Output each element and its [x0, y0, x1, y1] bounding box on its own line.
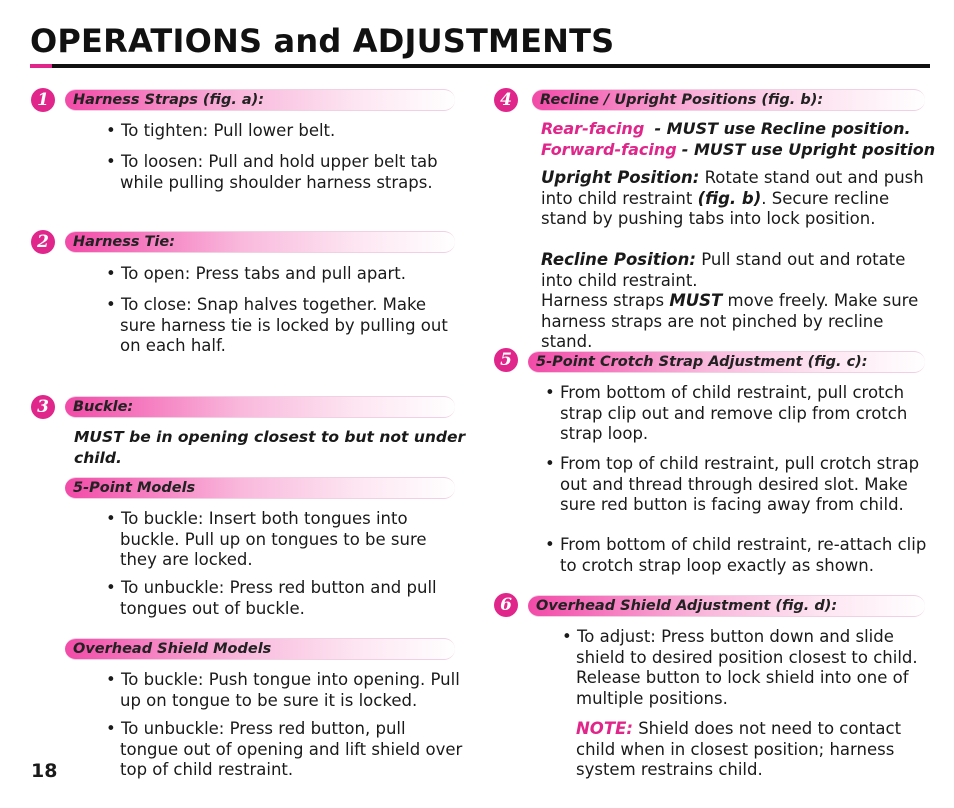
- section-header-harness-straps: [65, 89, 455, 111]
- subsection-heading: Overhead Shield Models: [73, 641, 272, 657]
- step-badge-1: 1: [31, 88, 55, 112]
- list-item: • To loosen: Pull and hold upper belt tab while pulling shoulder harness straps.: [106, 152, 438, 192]
- recline-text: Pull stand out and rotate into child restraint.: [541, 250, 906, 290]
- upright-text-2: . Secure recline stand by pushing tabs into lock position.: [541, 188, 890, 228]
- page-number: 18: [31, 760, 58, 782]
- upright-text-1: Rotate stand out and push into child restraint: [541, 168, 924, 208]
- list-item: • To unbuckle: Press red button, pull tongue out of opening and lift shield over top of child restraint.: [106, 719, 463, 779]
- forward-facing-rule: [541, 140, 936, 161]
- note-text: Shield does not need to contact child when in closest position; harness system restrains child.: [576, 719, 902, 779]
- subsection-header-5-point-models: [65, 477, 455, 499]
- list-item: • To adjust: Press button down and slide shield to desired position closest to child. Release button to lock shield into one of multiple positions.: [562, 627, 918, 708]
- section-header-crotch-strap: [528, 351, 925, 373]
- list-item: • From bottom of child restraint, re-attach clip to crotch strap loop exactly as shown.: [545, 535, 927, 575]
- recline-label: Recline Position:: [541, 250, 696, 269]
- harness-straps-paragraph: [541, 291, 936, 353]
- forward-facing-text: - MUST use Upright position: [681, 139, 936, 159]
- section-heading: 5-Point Crotch Strap Adjustment (fig. c):: [536, 354, 868, 370]
- upright-label: Upright Position:: [541, 168, 700, 187]
- list-item: • To open: Press tabs and pull apart.: [106, 264, 406, 283]
- list-item: • To close: Snap halves together. Make sure harness tie is locked by pulling out on each half.: [106, 295, 448, 355]
- step-badge-2: 2: [31, 230, 55, 254]
- fig-b-ref: (fig. b): [697, 188, 762, 208]
- list-item: • From top of child restraint, pull crotch strap out and thread through desired slot. Make sure red button is facing away from child.: [545, 454, 920, 514]
- section-header-harness-tie: [65, 231, 455, 253]
- list-item: • From bottom of child restraint, pull crotch strap clip out and remove clip from crotch strap loop.: [545, 383, 908, 443]
- note-label: NOTE:: [576, 719, 633, 738]
- title-rule: [30, 64, 930, 68]
- section-header-overhead-shield-adjustment: [528, 595, 925, 617]
- section-heading: Overhead Shield Adjustment (fig. d):: [536, 598, 838, 614]
- shield-note: [576, 719, 921, 781]
- page-title: OPERATIONS and ADJUSTMENTS: [30, 22, 615, 60]
- subsection-heading: 5-Point Models: [73, 480, 196, 496]
- harness-must: MUST: [669, 291, 723, 310]
- list-item: • To buckle: Insert both tongues into buckle. Pull up on tongues to be sure they are locked.: [106, 509, 427, 569]
- harness-text-1: Harness straps: [541, 291, 670, 310]
- rear-facing-text: - MUST use Recline position.: [654, 119, 911, 138]
- section-header-recline-upright: [532, 89, 925, 111]
- forward-facing-label: Forward-facing: [541, 139, 677, 159]
- section-heading: Buckle:: [73, 399, 134, 415]
- section-heading: Harness Tie:: [73, 234, 176, 250]
- section-heading: Recline / Upright Positions (fig. b):: [540, 92, 824, 108]
- step-badge-6: 6: [494, 593, 518, 617]
- list-item: • To buckle: Push tongue into opening. Pull up on tongue to be sure it is locked.: [106, 670, 460, 710]
- harness-text-2: move freely. Make sure harness straps are not pinched by recline stand.: [541, 291, 919, 351]
- step-badge-5: 5: [494, 348, 518, 372]
- step-badge-4: 4: [494, 88, 518, 112]
- list-item: • To unbuckle: Press red button and pull tongues out of buckle.: [106, 578, 437, 618]
- upright-position-paragraph: [541, 168, 936, 230]
- facing-rules: [541, 119, 936, 160]
- recline-position-paragraph: [541, 250, 911, 291]
- subsection-header-overhead-shield-models: [65, 638, 455, 660]
- list-item: • To tighten: Pull lower belt.: [106, 121, 336, 140]
- rear-facing-label: Rear-facing: [541, 119, 645, 138]
- buckle-warning: MUST be in opening closest to but not under child.: [74, 428, 466, 467]
- section-header-buckle: [65, 396, 455, 418]
- step-badge-3: 3: [31, 395, 55, 419]
- rear-facing-rule: [541, 119, 936, 140]
- section-heading: Harness Straps (fig. a):: [73, 92, 265, 108]
